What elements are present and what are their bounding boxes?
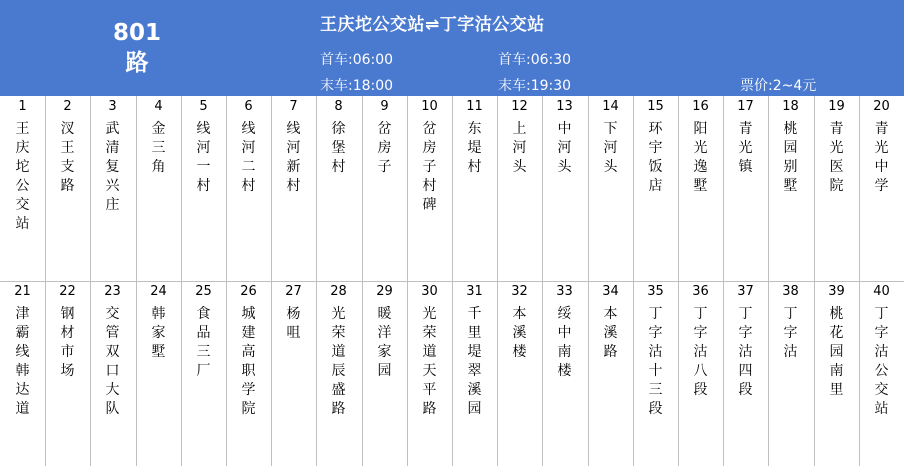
stop-cell [271, 96, 316, 196]
direction-a-first-bus [320, 49, 393, 69]
stop-name: 丁字沽八段 [693, 306, 708, 398]
stop-cell [226, 96, 271, 196]
stop-number: 40 [873, 284, 890, 299]
stop-name: 桃园别墅 [783, 121, 798, 194]
stop-cell [768, 96, 813, 196]
stop-number: 7 [289, 99, 298, 114]
last-bus-label: 末车: [498, 78, 531, 94]
stop-number: 4 [154, 99, 163, 114]
stop-grid [0, 96, 904, 466]
stop-name: 阳光逸墅 [693, 121, 708, 194]
stop-number: 32 [511, 284, 528, 299]
stop-cell [0, 96, 45, 234]
stop-cell [859, 96, 904, 196]
stop-name: 丁字沽四段 [738, 306, 753, 398]
stop-name: 食品三厂 [196, 306, 211, 379]
stop-cell [90, 96, 135, 215]
stop-cell [226, 281, 271, 419]
last-bus-label: 末车: [320, 78, 353, 94]
direction-b-first-bus [498, 49, 571, 69]
stop-number: 24 [150, 284, 167, 299]
stop-cell [723, 281, 768, 400]
stop-name: 绥中南楼 [557, 306, 572, 379]
stop-cell [181, 96, 226, 196]
stop-name: 徐堡村 [331, 121, 346, 175]
stop-name: 本溪楼 [512, 306, 527, 360]
stop-name: 青光镇 [738, 121, 753, 175]
stop-cell [45, 96, 90, 196]
stop-name: 丁字沽十三段 [648, 306, 663, 417]
stop-name: 丁字沽公交站 [874, 306, 889, 417]
stop-cell [316, 281, 361, 419]
stop-number: 21 [14, 284, 31, 299]
stop-cell [497, 96, 542, 177]
stop-cell [814, 96, 859, 196]
stop-name: 桃花园南里 [829, 306, 844, 398]
stop-number: 33 [556, 284, 573, 299]
route-label [92, 18, 182, 78]
stop-cell [407, 281, 452, 419]
stop-number: 18 [782, 99, 799, 114]
stop-name: 线河一村 [196, 121, 211, 194]
last-bus-time: 19:30 [530, 78, 572, 94]
stop-name: 王庆坨公交站 [15, 121, 30, 232]
stop-cell [362, 96, 407, 177]
stop-name: 城建高职学院 [241, 306, 256, 417]
stop-name: 津霸线韩达道 [15, 306, 30, 417]
stop-name: 丁字沽 [783, 306, 798, 360]
stop-name: 暖洋家园 [377, 306, 392, 379]
stop-cell [90, 281, 135, 419]
stop-cell [588, 96, 633, 177]
stop-number: 3 [108, 99, 117, 114]
stop-number: 1 [18, 99, 27, 114]
stop-cell [452, 96, 497, 177]
stop-number: 29 [376, 284, 393, 299]
route-number: 801 [112, 20, 161, 46]
stop-name: 汊王支路 [60, 121, 75, 194]
stop-cell [633, 281, 678, 419]
header-banner [0, 0, 904, 96]
direction-a-last-bus [320, 75, 393, 95]
stop-number: 30 [421, 284, 438, 299]
stop-cell [136, 96, 181, 177]
stop-number: 5 [199, 99, 208, 114]
stop-number: 26 [240, 284, 257, 299]
first-bus-label: 首车: [320, 52, 353, 68]
stop-number: 12 [511, 99, 528, 114]
stop-number: 2 [63, 99, 72, 114]
stop-cell [542, 96, 587, 177]
stop-number: 19 [828, 99, 845, 114]
stop-number: 13 [556, 99, 573, 114]
stop-cell [136, 281, 181, 362]
fare-label: 票价: [740, 78, 773, 94]
stop-number: 39 [828, 284, 845, 299]
stop-name: 韩家墅 [151, 306, 166, 360]
stop-name: 岔房子 [377, 121, 392, 175]
stop-number: 8 [334, 99, 343, 114]
stop-cell [723, 96, 768, 177]
stop-number: 25 [195, 284, 212, 299]
stop-number: 36 [692, 284, 709, 299]
stop-cell [814, 281, 859, 400]
stop-name: 钢材市场 [60, 306, 75, 379]
stop-cell [362, 281, 407, 381]
fare-value: 2~4元 [772, 78, 817, 94]
stop-name: 金三角 [151, 121, 166, 175]
stop-cell [452, 281, 497, 419]
stop-name: 东堤村 [467, 121, 482, 175]
first-bus-label: 首车: [498, 52, 531, 68]
stop-number: 16 [692, 99, 709, 114]
stop-name: 线河新村 [286, 121, 301, 194]
stop-cell [45, 281, 90, 381]
stop-name: 本溪路 [603, 306, 618, 360]
stop-number: 35 [647, 284, 664, 299]
stop-name: 下河头 [603, 121, 618, 175]
stop-cell [633, 96, 678, 196]
stop-cell [588, 281, 633, 362]
stop-name: 上河头 [512, 121, 527, 175]
stop-number: 11 [466, 99, 483, 114]
stop-cell [678, 96, 723, 196]
fare-info [740, 75, 816, 95]
stop-cell [181, 281, 226, 381]
stop-number: 6 [244, 99, 253, 114]
stop-number: 17 [737, 99, 754, 114]
stop-cell [497, 281, 542, 362]
stop-number: 14 [602, 99, 619, 114]
stop-cell [271, 281, 316, 343]
stop-number: 27 [285, 284, 302, 299]
first-bus-time: 06:30 [530, 52, 572, 68]
stop-number: 38 [782, 284, 799, 299]
stop-name: 千里堤翠溪园 [467, 306, 482, 417]
first-bus-time: 06:00 [352, 52, 394, 68]
stop-cell [542, 281, 587, 381]
stop-number: 20 [873, 99, 890, 114]
stop-cell [407, 96, 452, 215]
stop-name: 环宇饭店 [648, 121, 663, 194]
stop-cell [859, 281, 904, 419]
stop-number: 23 [104, 284, 121, 299]
stop-number: 9 [380, 99, 389, 114]
last-bus-time: 18:00 [352, 78, 394, 94]
stop-name: 杨咀 [286, 306, 301, 341]
route-suffix: 路 [125, 50, 149, 76]
stop-number: 34 [602, 284, 619, 299]
route-title: 王庆坨公交站⇌丁字沽公交站 [320, 15, 545, 35]
stop-name: 岔房子村碑 [422, 121, 437, 213]
stop-cell [678, 281, 723, 400]
stop-name: 光荣道天平路 [422, 306, 437, 417]
stop-name: 中河头 [557, 121, 572, 175]
stop-name: 交管双口大队 [105, 306, 120, 417]
stop-number: 10 [421, 99, 438, 114]
stop-number: 22 [59, 284, 76, 299]
stop-number: 15 [647, 99, 664, 114]
stop-name: 线河二村 [241, 121, 256, 194]
stop-cell [0, 281, 45, 419]
stop-cell [768, 281, 813, 362]
stop-name: 光荣道辰盛路 [331, 306, 346, 417]
stop-number: 37 [737, 284, 754, 299]
stop-name: 青光医院 [829, 121, 844, 194]
stop-cell [316, 96, 361, 177]
stop-number: 28 [330, 284, 347, 299]
stop-name: 青光中学 [874, 121, 889, 194]
direction-b-last-bus [498, 75, 571, 95]
stop-name: 武清复兴庄 [105, 121, 120, 213]
stop-number: 31 [466, 284, 483, 299]
